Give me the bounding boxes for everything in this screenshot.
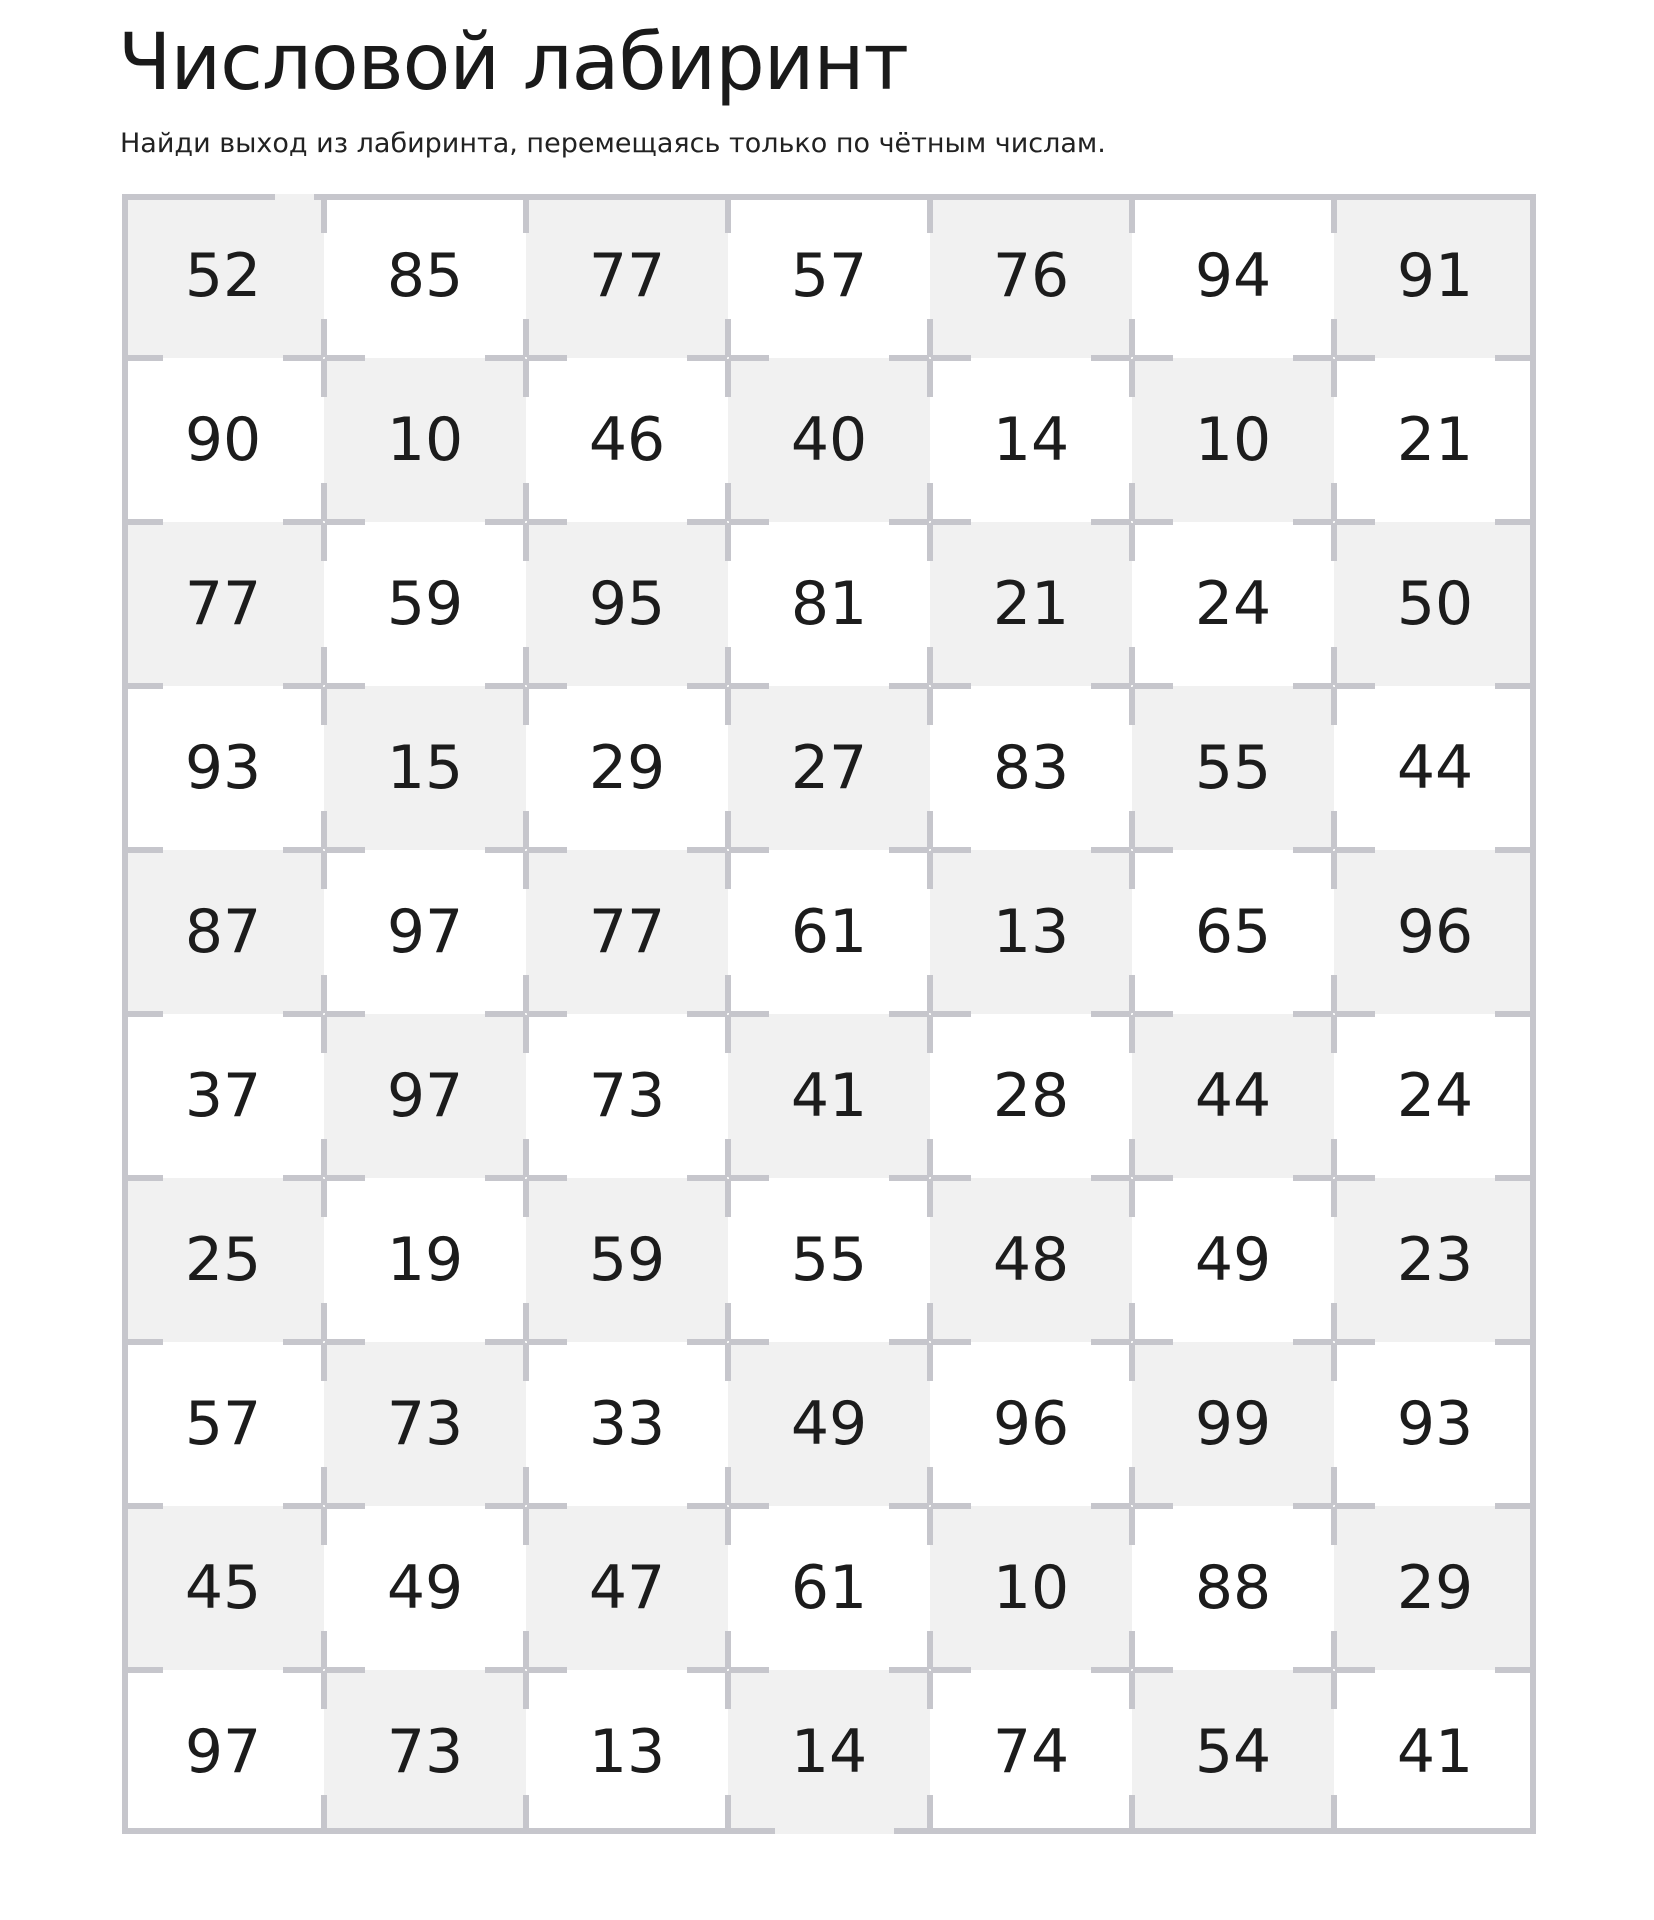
maze-cell[interactable]: 73 <box>588 1061 666 1131</box>
maze-cell[interactable]: 50 <box>1334 522 1536 686</box>
maze-cell[interactable]: 21 <box>1396 405 1474 475</box>
maze-cell[interactable]: 52 <box>122 194 324 358</box>
maze-cell[interactable]: 77 <box>122 522 324 686</box>
maze-cell[interactable]: 96 <box>1334 850 1536 1014</box>
maze-cell[interactable]: 28 <box>992 1061 1070 1131</box>
maze-cell[interactable]: 10 <box>930 1506 1132 1670</box>
maze-cell[interactable]: 29 <box>1334 1506 1536 1670</box>
maze-cell[interactable]: 95 <box>526 522 728 686</box>
maze-cell[interactable]: 41 <box>1396 1717 1474 1787</box>
maze-cell[interactable]: 59 <box>386 569 464 639</box>
maze-cell[interactable]: 74 <box>992 1717 1070 1787</box>
maze-cell[interactable]: 13 <box>588 1717 666 1787</box>
maze-cell[interactable]: 65 <box>1194 897 1272 967</box>
maze-cell[interactable]: 83 <box>992 733 1070 803</box>
maze-cell[interactable]: 90 <box>184 405 262 475</box>
maze-cell[interactable]: 96 <box>992 1389 1070 1459</box>
maze-cell[interactable]: 93 <box>184 733 262 803</box>
maze-cell[interactable]: 85 <box>386 241 464 311</box>
maze-cells <box>122 194 1536 1834</box>
maze-cell[interactable]: 46 <box>588 405 666 475</box>
maze-cell[interactable]: 23 <box>1334 1178 1536 1342</box>
maze-cell[interactable]: 47 <box>526 1506 728 1670</box>
maze-cell[interactable]: 88 <box>1194 1553 1272 1623</box>
maze-cell[interactable]: 97 <box>386 897 464 967</box>
maze-cell[interactable]: 49 <box>728 1342 930 1506</box>
number-maze <box>122 194 1536 1834</box>
maze-cell[interactable]: 49 <box>1194 1225 1272 1295</box>
maze-cell[interactable]: 45 <box>122 1506 324 1670</box>
maze-cell[interactable]: 91 <box>1334 194 1536 358</box>
maze-cell[interactable]: 55 <box>1132 686 1334 850</box>
maze-cell[interactable]: 14 <box>992 405 1070 475</box>
maze-cell[interactable]: 87 <box>122 850 324 1014</box>
maze-cell[interactable]: 73 <box>324 1342 526 1506</box>
maze-cell[interactable]: 19 <box>386 1225 464 1295</box>
maze-cell[interactable]: 81 <box>790 569 868 639</box>
maze-cell[interactable]: 25 <box>122 1178 324 1342</box>
maze-cell[interactable]: 10 <box>1132 358 1334 522</box>
maze-cell[interactable]: 49 <box>386 1553 464 1623</box>
maze-cell[interactable]: 55 <box>790 1225 868 1295</box>
maze-cell[interactable]: 77 <box>526 194 728 358</box>
maze-cell[interactable]: 14 <box>728 1670 930 1834</box>
maze-cell[interactable]: 13 <box>930 850 1132 1014</box>
maze-cell[interactable]: 97 <box>324 1014 526 1178</box>
maze-cell[interactable]: 54 <box>1132 1670 1334 1834</box>
maze-cell[interactable]: 29 <box>588 733 666 803</box>
maze-cell[interactable]: 59 <box>526 1178 728 1342</box>
maze-cell[interactable]: 61 <box>790 1553 868 1623</box>
maze-cell[interactable]: 24 <box>1194 569 1272 639</box>
maze-cell[interactable]: 99 <box>1132 1342 1334 1506</box>
maze-cell[interactable]: 97 <box>184 1717 262 1787</box>
instruction-text: Найди выход из лабиринта, перемещаясь только по чётным числам. <box>120 128 1106 159</box>
maze-cell[interactable]: 77 <box>526 850 728 1014</box>
maze-cell[interactable]: 15 <box>324 686 526 850</box>
maze-cell[interactable]: 27 <box>728 686 930 850</box>
maze-cell[interactable]: 44 <box>1132 1014 1334 1178</box>
maze-cell[interactable]: 24 <box>1396 1061 1474 1131</box>
maze-cell[interactable]: 40 <box>728 358 930 522</box>
maze-cell[interactable]: 76 <box>930 194 1132 358</box>
page-title: Числовой лабиринт <box>118 18 908 108</box>
maze-cell[interactable]: 33 <box>588 1389 666 1459</box>
maze-cell[interactable]: 48 <box>930 1178 1132 1342</box>
maze-cell[interactable]: 41 <box>728 1014 930 1178</box>
maze-cell[interactable]: 21 <box>930 522 1132 686</box>
maze-cell[interactable]: 94 <box>1194 241 1272 311</box>
maze-cell[interactable]: 57 <box>184 1389 262 1459</box>
maze-cell[interactable]: 10 <box>324 358 526 522</box>
maze-cell[interactable]: 73 <box>324 1670 526 1834</box>
maze-cell[interactable]: 61 <box>790 897 868 967</box>
maze-cell[interactable]: 93 <box>1396 1389 1474 1459</box>
maze-cell[interactable]: 37 <box>184 1061 262 1131</box>
maze-cell[interactable]: 44 <box>1396 733 1474 803</box>
maze-cell[interactable]: 57 <box>790 241 868 311</box>
